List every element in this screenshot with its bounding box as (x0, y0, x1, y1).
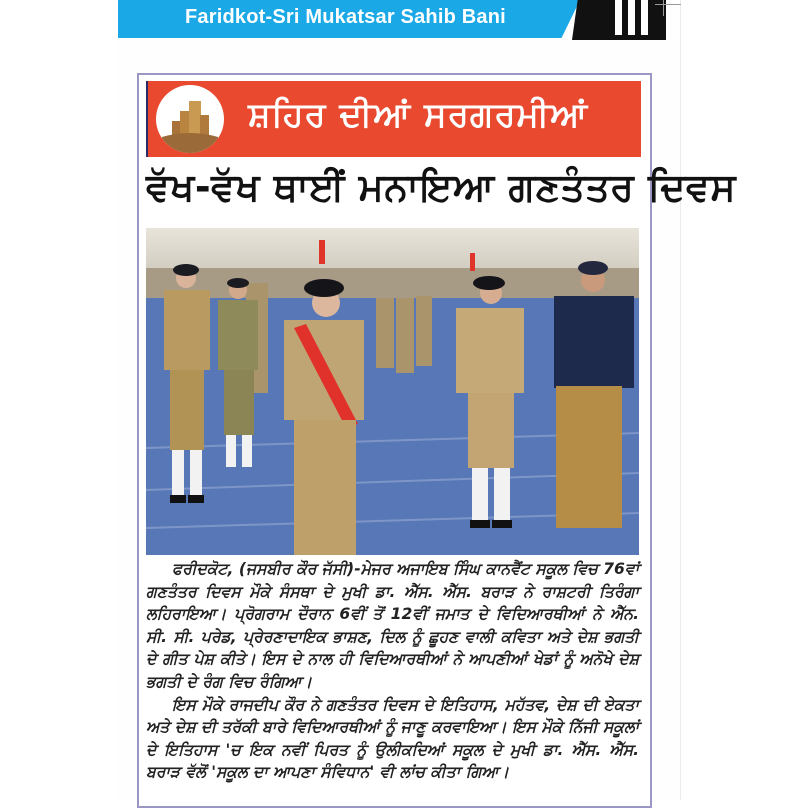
article-paragraph: ਫਰੀਦਕੋਟ, (ਜਸਬੀਰ ਕੌਰ ਜੱਸੀ)-ਮੇਜਰ ਅਜਾਇਬ ਸਿੰਘ ਕਾਨਵੈਂਟ ਸਕੂਲ ਵਿਚ 76ਵਾਂ ਗਣਤੰਤਰ ਦਿਵਸ ਮੌਕੇ ਸੰਸਥਾ ਦੇ ਮੁਖੀ ਡਾ. ਐੱਸ. ਐੱਸ. ਬਰਾੜ ਨੇ ਰਾਸ਼ਟਰੀ ਤਿਰੰਗਾ ਲਹਿਰਾਇਆ। ਪ੍ਰੋਗਰਾਮ ਦੌਰਾਨ 6ਵੀਂ ਤੋਂ 12ਵੀਂ ਜਮਾਤ ਦੇ ਵਿਦਿਆਰਥੀਆਂ ਨੇ ਐੱਨ. ਸੀ. ਸੀ. ਪਰੇਡ, ਪ੍ਰੇਰਣਾਦਾਇਕ ਭਾਸ਼ਣ, ਦਿਲ ਨੂੰ ਛੂਹਣ ਵਾਲੀ ਕਵਿਤਾ ਅਤੇ ਦੇਸ਼ ਭਗਤੀ ਦੇ ਗੀਤ ਪੇਸ਼ ਕੀਤੇ। ਇਸ ਦੇ ਨਾਲ ਹੀ ਵਿਦਿਆਰਥੀਆਂ ਨੇ ਆਪਣੀਆਂ ਖੇਡਾਂ ਨੂੰ ਅਨੋਖੇ ਦੇਸ਼ ਭਗਤੀ ਦੇ ਰੰਗ ਵਿਚ ਰੰਗਿਆ। (146, 560, 640, 691)
crop-mark-icon (655, 4, 681, 5)
city-buildings-icon (156, 85, 224, 153)
article-body (146, 558, 639, 784)
crop-mark-icon (663, 0, 664, 16)
section-banner (146, 81, 641, 157)
article-headline: ਵੱਖ-ਵੱਖ ਥਾਈਂ ਮਨਾਇਆ ਗਣਤੰਤਰ ਦਿਵਸ (146, 165, 737, 209)
section-mark-bars-icon (615, 0, 648, 35)
article-photo (146, 228, 639, 555)
article-paragraph: ਇਸ ਮੌਕੇ ਰਾਜਦੀਪ ਕੌਰ ਨੇ ਗਣਤੰਤਰ ਦਿਵਸ ਦੇ ਇਤਿਹਾਸ, ਮਹੱਤਵ, ਦੇਸ਼ ਦੀ ਏਕਤਾ ਅਤੇ ਦੇਸ਼ ਦੀ ਤਰੱਕੀ ਬਾਰੇ ਵਿਦਿਆਰਥੀਆਂ ਨੂੰ ਜਾਣੂ ਕਰਵਾਇਆ। ਇਸ ਮੌਕੇ ਨਿੱਜੀ ਸਕੂਲਾਂ ਦੇ ਇਤਿਹਾਸ 'ਚ ਇਕ ਨਵੀਂ ਪਿਰਤ ਨੂੰ ਉਲੀਕਦਿਆਂ ਸਕੂਲ ਦੇ ਮੁਖੀ ਡਾ. ਐੱਸ. ਐੱਸ. ਬਰਾੜ ਵੱਲੋਂ 'ਸਕੂਲ ਦਾ ਆਪਣਾ ਸੰਵਿਧਾਨ' ਵੀ ਲਾਂਚ ਕੀਤਾ ਗਿਆ। (146, 695, 639, 782)
section-banner-title: ਸ਼ਹਿਰ ਦੀਆਂ ਸਰਗਰਮੀਆਂ (248, 95, 589, 135)
section-mark (572, 0, 666, 40)
edition-title: Faridkot-Sri Mukatsar Sahib Bani (185, 6, 506, 28)
